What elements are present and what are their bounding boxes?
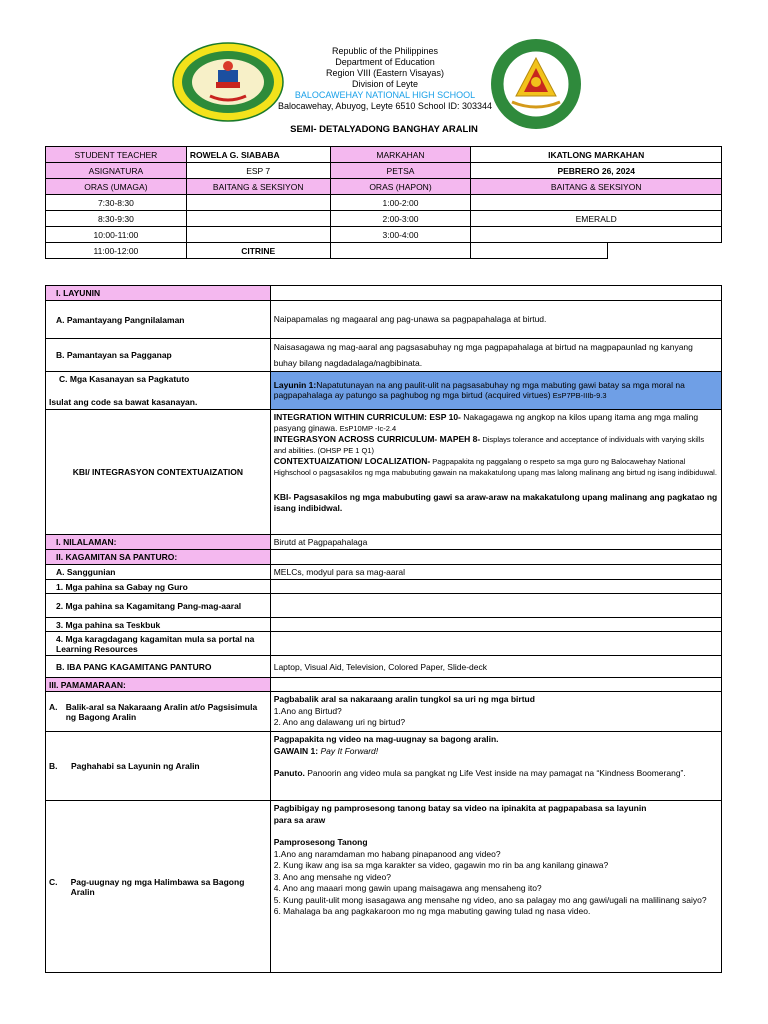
question-item: 5. Kung paulit-ulit mong isasagawa ang mensahe ng video, ano sa palagay mo ang gawi/ugali na malilinang saiyo? [273, 894, 707, 905]
iba-pang-kagamitan-value: Laptop, Visual Aid, Television, Colored Paper, Slide-deck [270, 656, 721, 678]
balik-aral-q1: 1.Ano ang Birtud? [273, 705, 342, 716]
contextualization-label: CONTEXTUAIZATION/ LOCALIZATION- [273, 456, 431, 466]
am-section [186, 195, 330, 211]
markahan-label: MARKAHAN [330, 147, 471, 163]
sanggunian-value: MELCs, modyul para sa mag-aaral [270, 565, 721, 580]
am-time: 8:30-9:30 [46, 211, 187, 227]
paghahabi-letter: B. [49, 761, 58, 771]
kbi-content [270, 410, 721, 535]
paghahabi-cell [46, 732, 271, 801]
paghahabi-label: Paghahabi sa Layunin ng Aralin [71, 761, 200, 771]
layunin-1-code: EsP7PB-IIIb-9.3 [550, 391, 607, 400]
school-address: Balocawehay, Abuyog, Leyte 6510 School ID: 303344 [278, 101, 492, 111]
kagamitang-pang-mag-aaral-label: 2. Mga pahina sa Kagamitang Pang-mag-aaral [46, 594, 271, 618]
integration-within-label: INTEGRATION WITHIN CURRICULUM: ESP 10- [273, 412, 461, 422]
question-item: 4. Ano ang maaari mong gawin upang maisagawa ang mensaheng ito? [273, 883, 542, 893]
pag-uugnay-cell [46, 801, 271, 973]
kbi-text: KBI- Pagsasakilos ng mga mabubuting gawi sa araw-araw na makakatulong upang malinang ang pagkatao ng isang indibidwal. [273, 492, 718, 513]
empty-cell [270, 550, 721, 565]
kbi-label: KBI/ INTEGRASYON CONTEXTUAIZATION [46, 410, 271, 535]
gawain-title: Pay It Forward! [318, 745, 379, 756]
pm-time: 1:00-2:00 [330, 195, 471, 211]
balik-aral-q2: 2. Ano ang dalawang uri ng birtud? [273, 717, 406, 728]
pag-uugnay-letter: C. [49, 876, 58, 887]
asignatura-value: ESP 7 [186, 163, 330, 179]
pm-section [471, 195, 722, 211]
balik-aral-content [270, 692, 721, 732]
sanggunian-label: A. Sanggunian [46, 565, 271, 580]
pamantayang-pangnilalaman-value: Naipapamalas ng magaaral ang pag-unawa sa pagpapahalaga at birtud. [270, 301, 721, 339]
gabay-guro-label: 1. Mga pahina sa Gabay ng Guro [46, 580, 271, 594]
integration-across [274, 434, 718, 456]
empty-cell [270, 594, 721, 618]
kasanayan-note: Isulat ang code sa bawat kasanayan. [49, 397, 198, 407]
markahan-value: IKATLONG MARKAHAN [471, 147, 722, 163]
am-section [186, 227, 330, 243]
iba-pang-kagamitan-label: B. IBA PANG KAGAMITANG PANTURO [46, 656, 271, 678]
pm-section [471, 227, 722, 243]
baitang-header-2: BAITANG & SEKSIYON [471, 179, 722, 195]
pm-time [330, 243, 471, 259]
nilalaman-value: Birutd at Pagpapahalaga [270, 535, 721, 550]
balik-aral-head: Pagbabalik aral sa nakaraang aralin tungkol sa uri ng mga birtud [273, 694, 535, 705]
paghahabi-content [270, 732, 721, 801]
am-time: 7:30-8:30 [46, 195, 187, 211]
panuto-text: Panoorin ang video mula sa pangkat ng Life Vest inside na may pamagat na “Kindness Boomerang”. [304, 768, 686, 778]
question-item: 1.Ano ang naramdaman mo habang pinapanood ang video? [273, 848, 501, 859]
paghahabi-head: Pagpapakita ng video na mag-uugnay sa bagong aralin. [273, 734, 499, 744]
baitang-header-1: BAITANG & SEKSIYON [186, 179, 330, 195]
student-teacher-value: ROWELA G. SIABABA [186, 147, 330, 163]
balik-aral-label: Balik-aral sa Nakaraang Aralin at/o Pagsisimula ng Bagong Aralin [65, 701, 258, 722]
empty-cell [270, 618, 721, 632]
am-section: CITRINE [186, 243, 330, 259]
schedule-row [46, 195, 722, 211]
am-section [186, 211, 330, 227]
header-line-4: Division of Leyte [351, 79, 419, 89]
student-teacher-label: STUDENT TEACHER [46, 147, 187, 163]
pamantayang-pangnilalaman-label: A. Pamantayang Pangnilalaman [46, 301, 271, 339]
pamantayan-pagganap-label: B. Pamantayan sa Pagganap [46, 339, 271, 372]
integration-across-label: INTEGRASYON ACROSS CURRICULUM- MAPEH 8- [273, 434, 481, 444]
schedule-row [46, 227, 722, 243]
question-item: 2. Kung ikaw ang isa sa mga karakter sa video, gagawin mo rin ba ang kanilang ginawa? [273, 860, 609, 870]
integration-across-text: Displays tolerance and acceptance of individuals with varying skills and abilities. (OHSP PE 1 Q1) [273, 435, 705, 455]
header-line-3: Region VIII (Eastern Visayas) [326, 68, 444, 78]
empty-cell [270, 286, 721, 301]
schedule-row [46, 211, 722, 227]
info-table [45, 146, 722, 259]
header-line-2: Department of Education [335, 57, 435, 67]
integration-within-text: Nakagagawa ng angkop na kilos upang itama ang mga maling pasyang ginawa. [273, 412, 699, 433]
gawain-label: GAWAIN 1: [273, 745, 319, 756]
pag-uugnay-head-2: para sa araw [273, 814, 326, 825]
empty-cell [270, 632, 721, 656]
pm-time: 2:00-3:00 [330, 211, 471, 227]
integration-within-code: EsP10MP -Ic-2.4 [337, 423, 397, 433]
schedule-row [46, 243, 722, 259]
asignatura-label: ASIGNATURA [46, 163, 187, 179]
teskbuk-label: 3. Mga pahina sa Teskbuk [46, 618, 271, 632]
empty-cell [270, 580, 721, 594]
pag-uugnay-content [270, 801, 721, 973]
pamprosesong-tanong-heading: Pamprosesong Tanong [273, 837, 368, 847]
empty-cell [608, 243, 722, 259]
kasanayan-cell [46, 372, 271, 410]
petsa-label: PETSA [330, 163, 471, 179]
pm-section [471, 243, 608, 259]
pm-section: EMERALD [471, 211, 722, 227]
pamamaraan-label: III. PAMAMARAAN: [46, 678, 271, 692]
layunin-heading: I. LAYUNIN [46, 286, 271, 301]
oras-umaga-header: ORAS (UMAGA) [46, 179, 187, 195]
question-item: 6. Mahalaga ba ang pagkakaroon mo ng mga mabuting gawing tulad ng nasa video. [273, 906, 591, 916]
layunin-1-label: Layunin 1: [273, 379, 317, 390]
pm-time: 3:00-4:00 [330, 227, 471, 243]
karagdagang-kagamitan-label: 4. Mga karagdagang kagamitan mula sa portal na Learning Resources [46, 632, 271, 656]
question-item: 3. Ano ang mensahe ng video? [273, 871, 391, 882]
am-time: 11:00-12:00 [46, 243, 187, 259]
kasanayan-label: C. Mga Kasanayan sa Pagkatuto [59, 374, 190, 384]
am-time: 10:00-11:00 [46, 227, 187, 243]
layunin-1-text: Napatutunayan na ang paulit-ulit na pagsasabuhay ng mga mabuting gawi batay sa mga moral na pagpapahalaga ay patungo sa paghubog ng mga birtud (acquired virtues) [273, 379, 685, 400]
empty-cell [270, 678, 721, 692]
kagamitan-label: II. KAGAMITAN SA PANTURO: [46, 550, 271, 565]
panuto-label: Panuto. [273, 768, 305, 778]
document-title: SEMI- DETALYADONG BANGHAY ARALIN [290, 124, 478, 135]
pamantayan-pagganap-value: Naisasagawa ng mag-aaral ang pagsasabuhay ng mga pagpapahalaga at birtud na magpapaunlad ng kanyang buhay bilang nagdadalaga/nagbibinata. [270, 339, 721, 372]
pag-uugnay-label: Pag-uugnay ng mga Halimbawa sa Bagong Aralin [70, 876, 245, 897]
contextualization-text: Pagpapakita ng paggalang o respeto sa mga guro ng Balocawehay National Highschool o pagsasakilos ng mga mabubuting gawain na makakatulong upang mas lalong malinang ang birtud ng isang indibiduwal. [273, 457, 717, 477]
pag-uugnay-head: Pagbibigay ng pamprosesong tanong batay sa video na ipinakita at pagpapabasa sa layunin [273, 803, 647, 813]
contextualization [274, 456, 718, 478]
integration-within [274, 412, 718, 434]
kasanayan-value [270, 372, 721, 410]
lesson-plan-table [45, 285, 722, 973]
nilalaman-label: I. NILALAMAN: [46, 535, 271, 550]
school-name: BALOCAWEHAY NATIONAL HIGH SCHOOL [294, 90, 476, 100]
oras-hapon-header: ORAS (HAPON) [330, 179, 471, 195]
balik-aral-cell [46, 692, 271, 732]
header-line-1: Republic of the Philippines [331, 46, 439, 56]
balik-aral-letter: A. [49, 701, 58, 712]
petsa-value: PEBRERO 26, 2024 [471, 163, 722, 179]
